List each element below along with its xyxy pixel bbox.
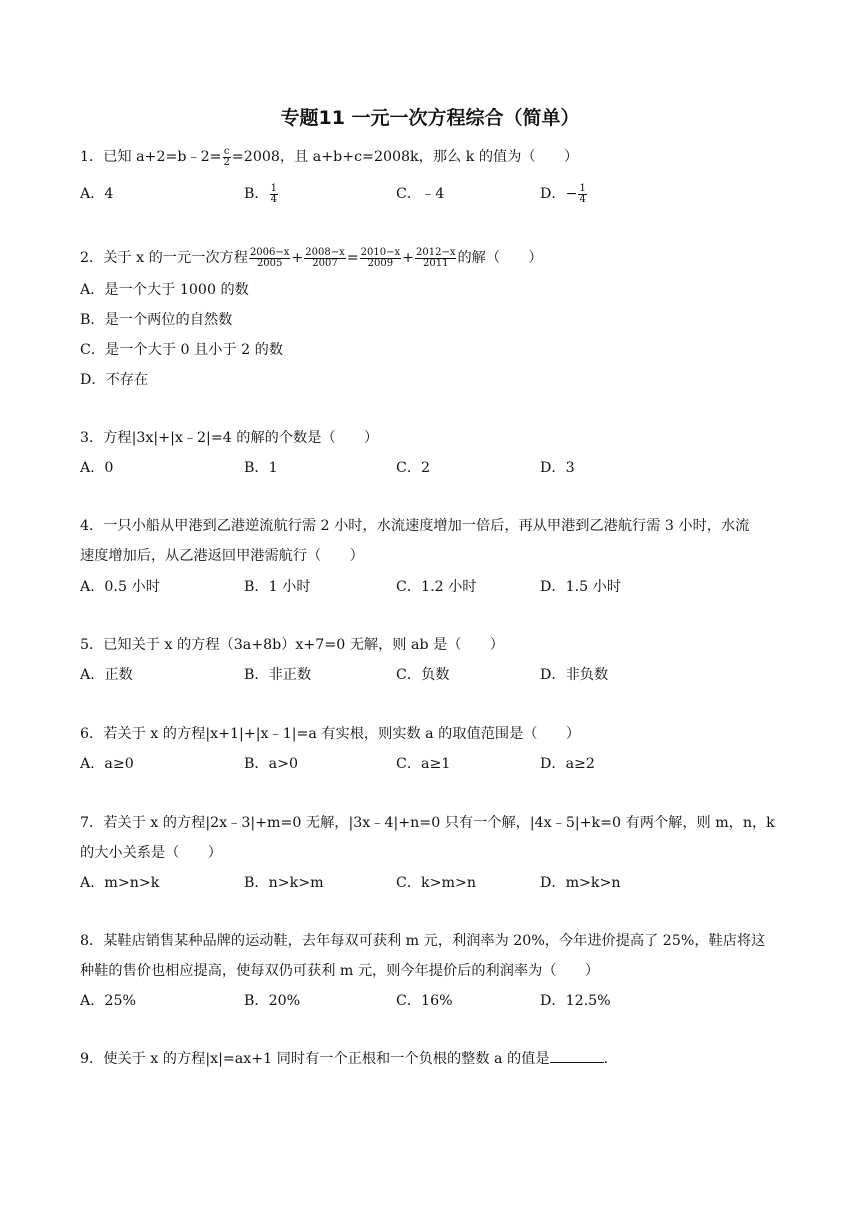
fraction	[578, 184, 586, 205]
fraction	[360, 248, 401, 269]
operator: =	[346, 250, 359, 266]
question-7-option-d[interactable]: D．m>k>n	[540, 875, 621, 891]
question-1-option-d[interactable]	[540, 183, 588, 205]
question-7-stem-line-1: 7．若关于 x 的方程|2x﹣3|+m=0 无解，|3x﹣4|+n=0 只有一个解，|4x﹣5|+k=0 有两个解，则 m，n，k	[80, 815, 775, 831]
fraction	[223, 147, 231, 168]
question-4-option-b[interactable]: B．1 小时	[244, 579, 311, 595]
fraction	[304, 248, 345, 269]
fraction-numerator: 2006−x	[249, 246, 290, 258]
question-1-option-c[interactable]	[396, 183, 444, 203]
fraction-numerator: 1	[579, 182, 586, 194]
fraction-denominator: 2009	[367, 257, 394, 269]
question-4-option-a[interactable]: A．0.5 小时	[80, 579, 160, 595]
question-stem-text: =2008，且 a+b+c=2008k，那么 k 的值为（ ）	[231, 149, 579, 165]
option-label: B．	[244, 186, 269, 202]
page-title: 专题11 一元一次方程综合（简单）	[280, 107, 580, 129]
option-label: C．﹣4	[396, 186, 445, 202]
question-6-option-a[interactable]: A．a≥0	[80, 756, 134, 772]
question-3-option-a[interactable]: A．0	[80, 460, 114, 476]
question-1-option-a[interactable]	[80, 183, 113, 203]
question-2-stem	[80, 247, 543, 269]
fraction-denominator: 2007	[312, 257, 338, 269]
question-1-option-b[interactable]	[244, 183, 279, 205]
question-stem-text: 9．使关于 x 的方程|x|=ax+1 同时有一个正根和一个负根的整数 a 的值是	[80, 1051, 550, 1067]
question-9-stem	[80, 1048, 618, 1068]
question-1-stem	[80, 146, 578, 168]
question-6-option-b[interactable]: B．a>0	[244, 756, 298, 772]
fraction-numerator: 2008−x	[305, 246, 345, 258]
question-5-option-b[interactable]: B．非正数	[244, 667, 312, 683]
question-8-option-a[interactable]: A．25%	[80, 993, 136, 1009]
fraction	[249, 248, 290, 269]
question-3-stem: 3．方程|3x|+|x﹣2|=4 的解的个数是（ ）	[80, 430, 379, 446]
question-8-stem-line-1: 8．某鞋店销售某种品牌的运动鞋，去年每双可获利 m 元，利润率为 20%，今年进价提高了 25%，鞋店将这	[80, 933, 766, 949]
question-3-option-b[interactable]: B．1	[244, 460, 278, 476]
question-8-option-d[interactable]: D．12.5%	[540, 993, 611, 1009]
fraction-numerator: 1	[270, 182, 277, 194]
option-label: A．4	[80, 186, 114, 202]
question-2-option-c[interactable]: C．是一个大于 0 且小于 2 的数	[80, 342, 284, 358]
question-8-stem-line-2: 种鞋的售价也相应提高，使每双仍可获利 m 元，则今年提价后的利润率为（ ）	[80, 963, 600, 979]
question-stem-text: 2．关于 x 的一元一次方程	[80, 250, 248, 266]
question-2-option-d[interactable]: D．不存在	[80, 372, 149, 388]
question-8-option-c[interactable]: C．16%	[396, 993, 453, 1009]
fraction-numerator: 2010−x	[360, 246, 401, 258]
question-stem-text: 的解（ ）	[457, 250, 543, 266]
question-4-option-d[interactable]: D．1.5 小时	[540, 579, 622, 595]
question-stem-text: ．	[603, 1051, 618, 1067]
question-4-stem-line-1: 4．一只小船从甲港到乙港逆流航行需 2 小时，水流速度增加一倍后，再从甲港到乙港航行需 3 小时，水流	[80, 518, 750, 534]
question-6-option-c[interactable]: C．a≥1	[396, 756, 451, 772]
answer-blank[interactable]	[550, 1048, 604, 1063]
operator: +	[291, 250, 304, 266]
question-5-option-d[interactable]: D．非负数	[540, 667, 609, 683]
question-stem-text: 1．已知 a+2=b﹣2=	[80, 149, 222, 165]
question-3-option-c[interactable]: C．2	[396, 460, 431, 476]
fraction-denominator: 4	[579, 193, 586, 205]
question-5-stem: 5．已知关于 x 的方程（3a+8b）x+7=0 无解，则 ab 是（ ）	[80, 637, 504, 653]
fraction-denominator: 2005	[256, 257, 283, 269]
fraction-numerator: 2012−x	[416, 246, 456, 258]
question-6-stem: 6．若关于 x 的方程|x+1|+|x﹣1|=a 有实根，则实数 a 的取值范围是（ ）	[80, 726, 581, 742]
question-5-option-a[interactable]: A．正数	[80, 667, 133, 683]
fraction	[270, 184, 278, 205]
question-2-option-a[interactable]: A．是一个大于 1000 的数	[80, 282, 249, 298]
fraction-denominator: 2011	[423, 257, 449, 269]
question-6-option-d[interactable]: D．a≥2	[540, 756, 595, 772]
fraction-denominator: 4	[270, 193, 277, 205]
fraction-denominator: 2	[223, 156, 230, 168]
operator: +	[402, 250, 415, 266]
question-7-stem-line-2: 的大小关系是（ ）	[80, 845, 222, 861]
question-5-option-c[interactable]: C．负数	[396, 667, 450, 683]
question-8-option-b[interactable]: B．20%	[244, 993, 301, 1009]
question-7-option-c[interactable]: C．k>m>n	[396, 875, 477, 891]
question-7-option-a[interactable]: A．m>n>k	[80, 875, 160, 891]
question-4-option-c[interactable]: C．1.2 小时	[396, 579, 477, 595]
question-7-option-b[interactable]: B．n>k>m	[244, 875, 324, 891]
option-label: D．−	[540, 186, 578, 202]
fraction-numerator: c	[223, 145, 230, 157]
question-2-option-b[interactable]: B．是一个两位的自然数	[80, 312, 233, 328]
question-3-option-d[interactable]: D．3	[540, 460, 575, 476]
fraction	[415, 248, 456, 269]
question-4-stem-line-2: 速度增加后，从乙港返回甲港需航行（ ）	[80, 548, 364, 564]
